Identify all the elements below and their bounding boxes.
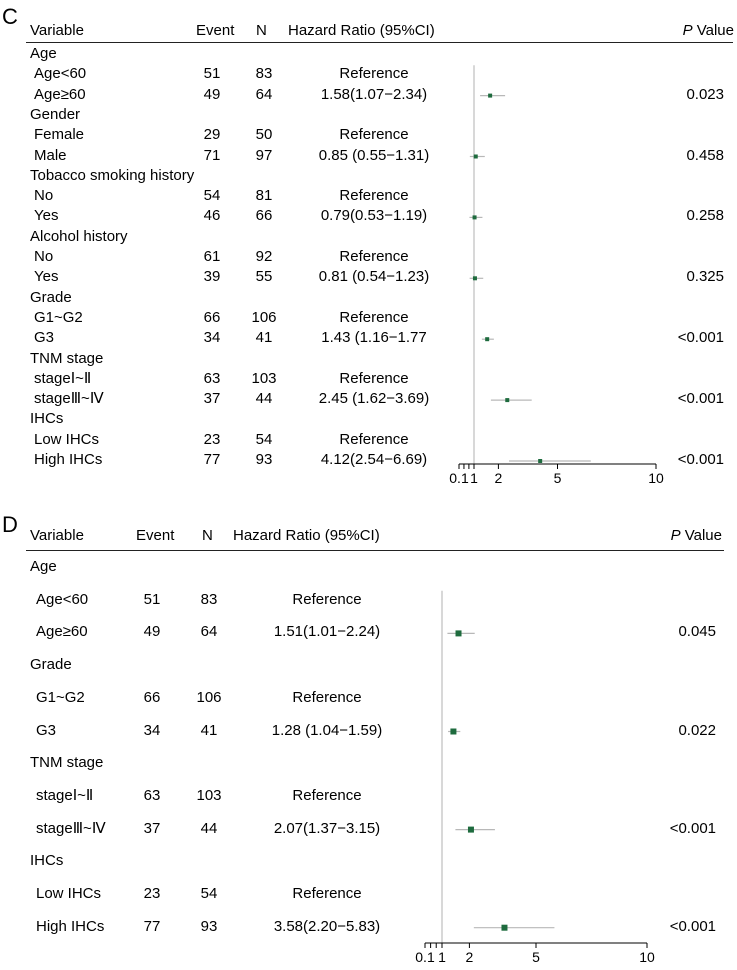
row-label: Low IHCs xyxy=(34,430,100,448)
header-hazard-ratio: Hazard Ratio (95%CI) xyxy=(288,22,435,39)
group-label: Gender xyxy=(30,105,81,123)
row-label: G1~G2 xyxy=(36,688,85,706)
header-variable: Variable xyxy=(30,22,84,39)
header-n: N xyxy=(256,22,267,39)
row-event: 77 xyxy=(143,917,161,935)
x-tick-label: 5 xyxy=(553,470,562,486)
group-label: Age xyxy=(30,558,57,575)
row-p-value: <0.001 xyxy=(669,917,716,935)
group-label: Tobacco smoking history xyxy=(30,166,195,184)
row-label: Age<60 xyxy=(34,65,87,83)
row-p-value: 0.458 xyxy=(686,146,724,164)
row-label: G3 xyxy=(36,721,57,739)
row-n: 64 xyxy=(255,85,273,103)
row-hazard-ratio: 0.81 (0.54−1.23) xyxy=(318,268,430,286)
row-n: 106 xyxy=(251,308,277,326)
row-n: 83 xyxy=(255,65,273,83)
row-p-value: 0.022 xyxy=(678,721,716,739)
row-n: 41 xyxy=(255,329,273,347)
row-label: Low IHCs xyxy=(36,885,102,902)
row-label: Age≥60 xyxy=(36,623,88,641)
row-n: 50 xyxy=(255,126,273,144)
row-n: 103 xyxy=(196,786,222,804)
header-p-value: P Value xyxy=(670,527,722,544)
x-tick-label: 1 xyxy=(470,470,478,486)
row-n: 93 xyxy=(255,451,273,468)
x-tick-label: 10 xyxy=(639,949,655,965)
row-n: 83 xyxy=(200,590,218,608)
row-event: 37 xyxy=(203,390,221,408)
row-hazard-ratio: Reference xyxy=(339,187,409,205)
group-label: IHCs xyxy=(30,410,64,428)
row-p-value: <0.001 xyxy=(677,390,724,408)
row-event: 51 xyxy=(203,65,221,83)
row-event: 46 xyxy=(203,207,221,225)
row-hazard-ratio: Reference xyxy=(292,786,362,804)
header-event: Event xyxy=(196,22,235,39)
group-label: Alcohol history xyxy=(30,227,128,245)
row-hazard-ratio: 4.12(2.54−6.69) xyxy=(320,451,428,468)
row-event: 66 xyxy=(143,688,161,706)
row-hazard-ratio: 1.51(1.01−2.24) xyxy=(273,623,381,641)
row-hazard-ratio: Reference xyxy=(292,590,362,608)
row-hazard-ratio: Reference xyxy=(339,126,409,144)
header-event: Event xyxy=(136,527,175,544)
row-hazard-ratio: Reference xyxy=(292,885,362,902)
hr-point xyxy=(450,729,456,735)
row-n: 44 xyxy=(255,390,273,408)
row-hazard-ratio: 3.58(2.20−5.83) xyxy=(273,917,381,935)
row-event: 49 xyxy=(143,623,161,641)
hr-point xyxy=(456,630,462,636)
hr-point xyxy=(468,827,474,833)
group-label: Age xyxy=(30,45,57,62)
row-hazard-ratio: Reference xyxy=(339,430,409,448)
row-event: 34 xyxy=(203,329,221,347)
row-event: 37 xyxy=(143,819,161,837)
row-event: 23 xyxy=(203,430,221,448)
row-label: High IHCs xyxy=(34,451,103,468)
group-label: IHCs xyxy=(30,852,64,870)
row-label: Female xyxy=(34,126,85,144)
row-n: 92 xyxy=(255,248,273,265)
row-p-value: 0.045 xyxy=(678,623,716,641)
group-label: TNM stage xyxy=(30,754,104,772)
row-label: High IHCs xyxy=(36,917,105,935)
row-n: 55 xyxy=(255,268,273,286)
row-label: G1~G2 xyxy=(34,308,83,326)
row-event: 61 xyxy=(203,248,221,265)
hr-point xyxy=(501,925,507,931)
row-event: 63 xyxy=(203,369,221,387)
row-label: Yes xyxy=(34,268,59,286)
panel-label: D xyxy=(2,512,18,537)
row-hazard-ratio: 1.28 (1.04−1.59) xyxy=(271,721,383,739)
row-p-value: 0.258 xyxy=(686,207,724,225)
row-label: Age<60 xyxy=(36,590,89,608)
row-n: 64 xyxy=(200,623,218,641)
row-event: 39 xyxy=(203,268,221,286)
row-label: Yes xyxy=(34,207,59,225)
row-hazard-ratio: 0.79(0.53−1.19) xyxy=(320,207,428,225)
row-hazard-ratio: Reference xyxy=(339,65,409,83)
row-event: 77 xyxy=(203,451,221,468)
header-p-italic: P xyxy=(682,22,693,39)
x-tick-label: 1 xyxy=(438,949,446,965)
row-p-value: 0.023 xyxy=(686,85,724,103)
group-label: Grade xyxy=(30,288,72,306)
row-label: stageⅢ~Ⅳ xyxy=(36,819,106,837)
row-p-value: <0.001 xyxy=(677,451,724,468)
row-event: 71 xyxy=(203,146,221,164)
x-tick-label: 10 xyxy=(648,470,664,486)
row-label: No xyxy=(34,187,54,205)
row-n: 54 xyxy=(255,430,273,448)
row-n: 93 xyxy=(200,917,218,935)
x-tick-label: 2 xyxy=(465,949,474,965)
row-label: stageⅢ~Ⅳ xyxy=(34,390,104,408)
panel-label: C xyxy=(2,4,18,29)
row-hazard-ratio: Reference xyxy=(339,248,409,265)
row-n: 106 xyxy=(196,688,222,706)
row-n: 66 xyxy=(255,207,273,225)
row-event: 66 xyxy=(203,308,221,326)
header-hazard-ratio: Hazard Ratio (95%CI) xyxy=(233,527,380,544)
row-hazard-ratio: 1.58(1.07−2.34) xyxy=(320,85,428,103)
row-n: 41 xyxy=(200,721,218,739)
row-label: No xyxy=(34,248,54,265)
row-hazard-ratio: Reference xyxy=(292,688,362,706)
row-label: stageⅠ~Ⅱ xyxy=(34,369,92,387)
x-tick-label: 0.1 xyxy=(449,470,469,486)
row-hazard-ratio: 0.85 (0.55−1.31) xyxy=(318,146,430,164)
row-n: 44 xyxy=(200,819,218,837)
header-n: N xyxy=(202,527,213,544)
row-label: G3 xyxy=(34,329,55,347)
row-hazard-ratio: Reference xyxy=(339,369,409,387)
row-n: 81 xyxy=(255,187,273,205)
row-n: 97 xyxy=(255,146,273,164)
row-label: stageⅠ~Ⅱ xyxy=(36,786,94,804)
header-variable: Variable xyxy=(30,527,84,544)
header-p-italic: P xyxy=(670,527,681,544)
row-n: 103 xyxy=(251,369,277,387)
row-event: 51 xyxy=(143,590,161,608)
row-p-value: 0.325 xyxy=(686,268,724,286)
row-event: 49 xyxy=(203,85,221,103)
row-hazard-ratio: 2.45 (1.62−3.69) xyxy=(318,390,430,408)
x-tick-label: 0.1 xyxy=(415,949,435,965)
row-label: Male xyxy=(34,146,67,164)
row-event: 63 xyxy=(143,786,161,804)
header-p-value: P Value xyxy=(682,22,734,39)
row-hazard-ratio: 2.07(1.37−3.15) xyxy=(273,819,381,837)
row-n: 54 xyxy=(200,885,218,902)
row-hazard-ratio: 1.43 (1.16−1.77 xyxy=(321,329,427,347)
row-p-value: <0.001 xyxy=(677,329,724,347)
row-event: 54 xyxy=(203,187,221,205)
group-label: Grade xyxy=(30,656,72,674)
row-label: Age≥60 xyxy=(34,85,86,103)
group-label: TNM stage xyxy=(30,349,104,367)
row-event: 23 xyxy=(143,885,161,902)
row-hazard-ratio: Reference xyxy=(339,308,409,326)
row-event: 34 xyxy=(143,721,161,739)
row-p-value: <0.001 xyxy=(669,819,716,837)
row-event: 29 xyxy=(203,126,221,144)
x-tick-label: 5 xyxy=(532,949,540,965)
x-tick-label: 2 xyxy=(494,470,503,486)
